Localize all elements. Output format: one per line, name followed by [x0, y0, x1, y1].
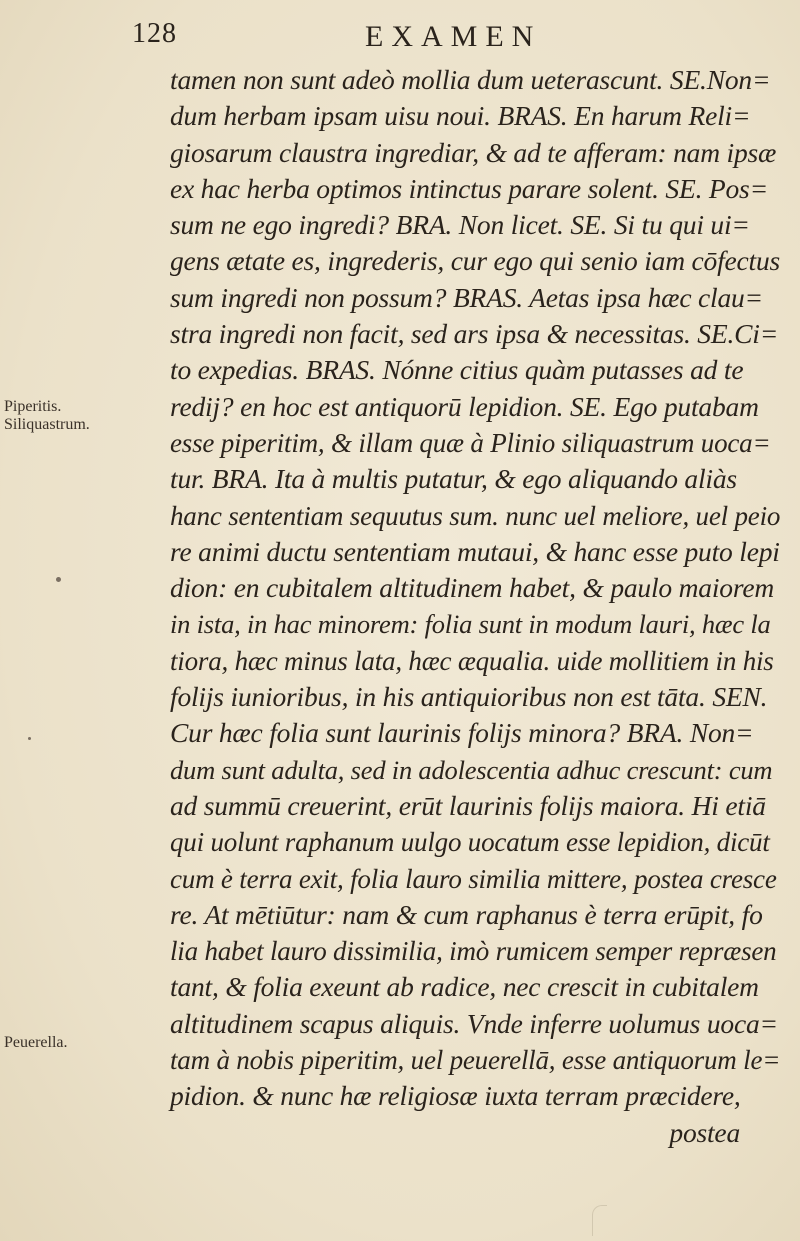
text-line: gens ætate es, ingrederis, cur ego qui senio iam cōfectus [170, 245, 781, 277]
text-line: ad summū creuerint, erūt laurinis folijs maiora. Hi etiā [170, 789, 766, 821]
text-line: tant, & folia exeunt ab radice, nec crescit in cubitalem [170, 971, 759, 1003]
text-line: sum ingredi non possum? BRAS. Aetas ipsa hæc clau= [170, 281, 763, 313]
text-line: lia habet lauro dissimilia, imò rumicem semper repræsen [170, 936, 777, 967]
text-line: dion: en cubitalem altitudinem habet, & paulo maiorem [170, 572, 774, 604]
text-line: altitudinem scapus aliquis. Vnde inferre uolumus uoca= [170, 1007, 778, 1039]
body-text [170, 62, 780, 1151]
text-line: in ista, in hac minorem: folia sunt in modum lauri, hæc la [170, 609, 771, 640]
text-line: tur. BRA. Ita à multis putatur, & ego aliquando aliàs [170, 463, 737, 495]
text-line: folijs iunioribus, in his antiquioribus non est tāta. SEN. [170, 681, 768, 713]
marginal-note-line: Peuerella. [4, 1034, 68, 1051]
text-line: pidion. & nunc hæ religiosæ iuxta terram præcidere, [170, 1080, 741, 1112]
text-line: dum herbam ipsam uisu noui. BRAS. En harum Reli= [170, 100, 751, 132]
text-line: cum è terra exit, folia lauro similia mittere, postea cresce [170, 863, 777, 894]
text-line: esse piperitim, & illam quæ à Plinio siliquastrum uoca= [170, 427, 771, 458]
text-line: dum sunt adulta, sed in adolescentia adhuc crescunt: cum [170, 754, 773, 785]
marginal-note-peuerella [4, 1034, 68, 1052]
text-line: ex hac herba optimos intinctus parare solent. SE. Pos= [170, 172, 768, 204]
faint-pencil-mark [592, 1205, 607, 1236]
marginal-note-piperitis [4, 398, 90, 434]
text-line: tiora, hæc minus lata, hæc æqualia. uide mollitiem in his [170, 645, 774, 676]
text-line: qui uolunt raphanum uulgo uocatum esse lepidion, dicūt [170, 827, 770, 858]
running-head: EXAMEN [365, 20, 542, 53]
text-line: to expedias. BRAS. Nónne citius quàm putasses ad te [170, 354, 744, 386]
text-line: giosarum claustra ingrediar, & ad te afferam: nam ipsæ [170, 136, 777, 168]
text-line: hanc sententiam sequutus sum. nunc uel meliore, uel peio [170, 500, 781, 531]
ink-speck [56, 577, 61, 582]
text-line: tam à nobis piperitim, uel peuerellā, esse antiquorum le= [170, 1045, 781, 1076]
marginal-note-line: Piperitis. [4, 398, 62, 415]
text-line: stra ingredi non facit, sed ars ipsa & necessitas. SE.Ci= [170, 318, 779, 350]
text-line: re animi ductu sententiam mutaui, & hanc esse puto lepi [170, 535, 780, 567]
text-line: Cur hæc folia sunt laurinis folijs minora? BRA. Non= [170, 717, 754, 749]
text-line: redij? en hoc est antiquorū lepidion. SE. Ego putabam [170, 390, 759, 422]
text-line: sum ne ego ingredi? BRA. Non licet. SE. Si tu qui ui= [170, 209, 750, 241]
text-line: tamen non sunt adeò mollia dum ueterascunt. SE.Non= [170, 64, 771, 95]
catchword: postea [669, 1116, 740, 1148]
ink-speck [28, 737, 31, 740]
text-line: re. At mētiūtur: nam & cum raphanus è terra erūpit, fo [170, 898, 763, 930]
page-number: 128 [132, 18, 177, 49]
marginal-note-line: Siliquastrum. [4, 416, 90, 433]
page-header [0, 18, 800, 64]
